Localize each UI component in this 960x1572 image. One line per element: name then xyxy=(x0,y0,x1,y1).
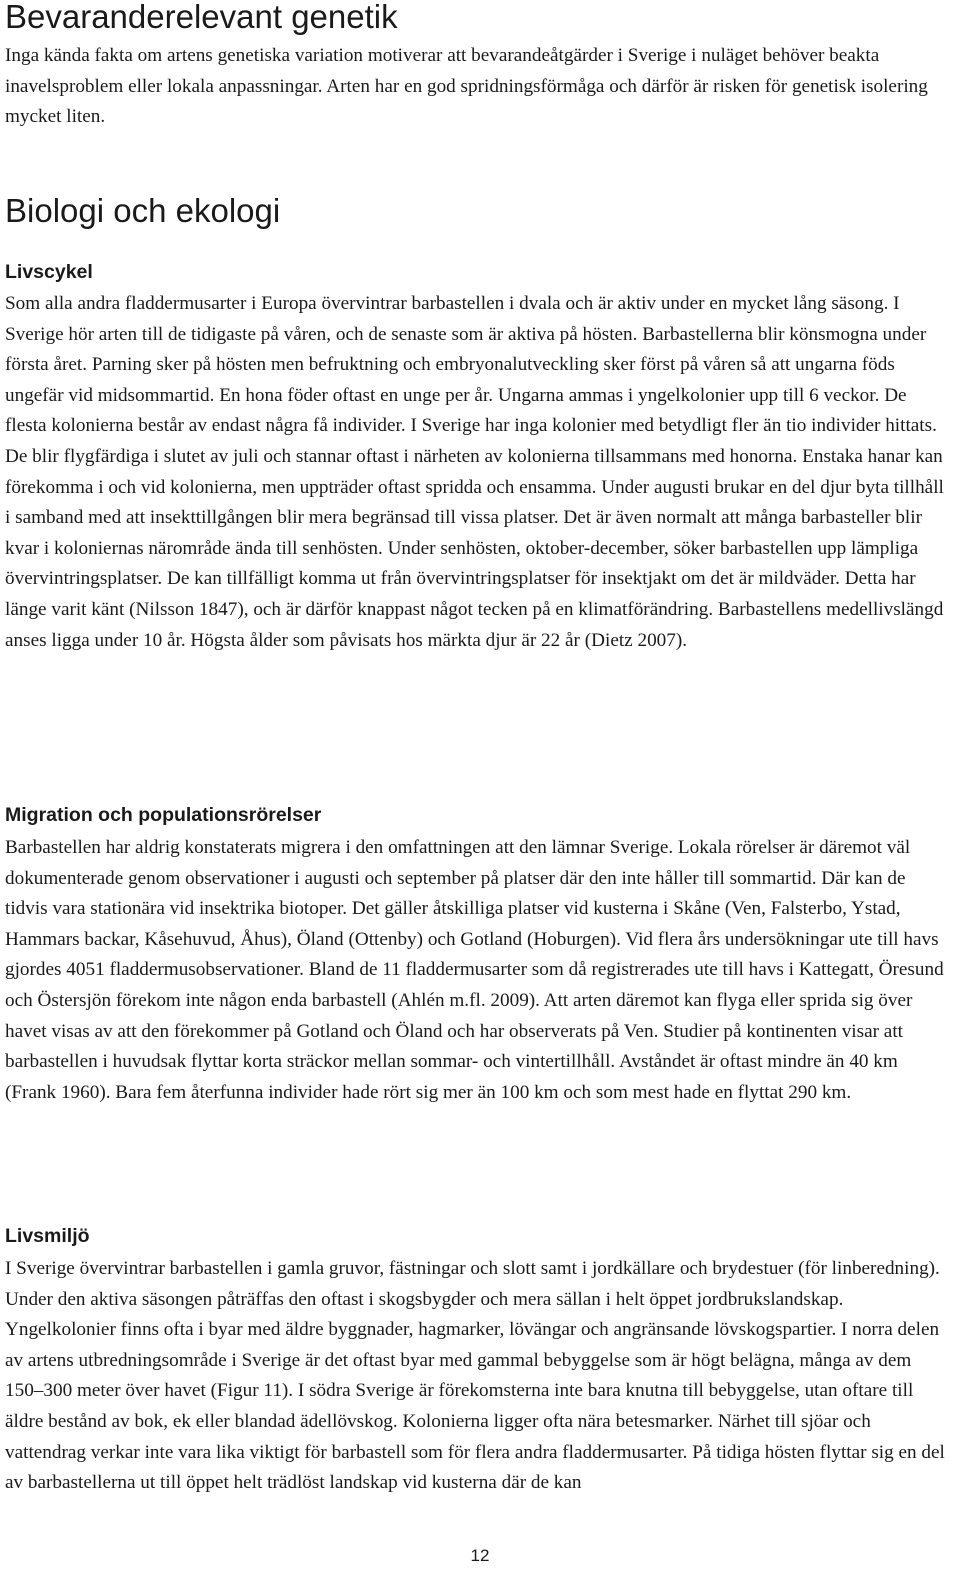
heading-livsmiljo: Livsmiljö xyxy=(5,1225,90,1247)
page-number: 12 xyxy=(470,1546,490,1565)
paragraph-migration: Barbastellen har aldrig konstaterats migrera i den omfattningen att den lämnar Sverige. Lokala rörelser är däremot väl dokumenterade genom observationer i augusti och september på platser där den inte håller till sommartid. Där kan de tidvis vara stationära vid insektrika biotoper. Det gäller åtskilliga platser vid kusterna i Skåne (Ven, Falsterbo, Ystad, Hammars backar, Kåsehuvud, Åhus), Öland (Ottenby) och Gotland (Hoburgen). Vid flera års undersökningar ute till havs gjordes 4051 fladdermusobservationer. Bland de 11 fladdermusarter som då registrerades ute till havs i Kattegatt, Öresund och Östersjön förekom inte någon enda barbastell (Ahlén m.fl. 2009). Att arten däremot kan flyga eller sprida sig över havet visas av att den förekommer på Gotland och Öland och har observerats på Ven. Studier på kontinenten visar att barbastellen i huvudsak flyttar korta sträckor mellan sommar- och vintertillhåll. Avståndet är oftast mindre än 40 km (Frank 1960). Bara fem återfunna individer hade rört sig mer än 100 km och som mest hade en flyttat 290 km. xyxy=(5,837,944,1103)
paragraph-genetik: Inga kända fakta om artens genetiska variation motiverar att bevarandeåtgärder i Sverige i nuläget behöver beakta inavelsproblem eller lokala anpassningar. Arten har en god spridningsförmåga och därför är risken för genetisk isolering mycket liten. xyxy=(5,45,928,127)
heading-livscykel: Livscykel xyxy=(5,261,93,283)
heading-biologi: Biologi och ekologi xyxy=(5,192,281,229)
paragraph-livscykel: Som alla andra fladdermusarter i Europa övervintrar barbastellen i dvala och är aktiv under en mycket lång säsong. I Sverige hör arten till de tidigaste på våren, och de senaste som är aktiva på hösten. Barbastellerna blir könsmogna under första året. Parning sker på hösten men befruktning och embryonalutveckling sker först på våren så att ungarna föds ungefär vid midsommartid. En hona föder oftast en unge per år. Ungarna ammas i yngelkolonier upp till 6 veckor. De flesta kolonierna består av endast några få individer. I Sverige har inga kolonier med betydligt fler än tio individer hittats. De blir flygfärdiga i slutet av juli och stannar oftast i närheten av kolonierna tillsammans med honorna. Enstaka hanar kan förekomma i och vid kolonierna, men uppträder oftast spridda och ensamma. Under augusti brukar en del djur byta tillhåll i samband med att insekttillgången blir mera begränsad till vissa platser. Det är även normalt att många barbasteller blir kvar i koloniernas närområde ända till senhösten. Under senhösten, oktober-december, söker barbastellen upp lämpliga övervintringsplatser. De kan tillfälligt komma ut från övervintringsplatser för insektjakt om det är mildväder. Detta har länge varit känt (Nilsson 1847), och är därför knappast något tecken på en klimatförändring. Barbastellens medellivslängd anses ligga under 10 år. Högsta ålder som påvisats hos märkta djur är 22 år (Dietz 2007). xyxy=(5,293,944,651)
heading-genetik: Bevaranderelevant genetik xyxy=(5,0,398,35)
heading-migration: Migration och populationsrörelser xyxy=(5,804,322,826)
paragraph-livsmiljo: I Sverige övervintrar barbastellen i gamla gruvor, fästningar och slott samt i jordkällare och brydestuer (för linberedning). Under den aktiva säsongen påträffas den oftast i skogsbygder och mera sällan i helt öppet jordbrukslandskap. Yngelkolonier finns ofta i byar med äldre byggnader, hagmarker, lövängar och angränsande lövskogspartier. I norra delen av artens utbredningsområde i Sverige är det oftast byar med gammal bebyggelse som är högt belägna, många av dem 150–300 meter över havet (Figur 11). I södra Sverige är förekomsterna inte bara knutna till bebyggelse, utan oftare till äldre bestånd av bok, ek eller blandad ädellövskog. Kolonierna ligger ofta nära betesmarker. Närhet till sjöar och vattendrag verkar inte vara lika viktigt för barbastell som för flera andra fladdermusarter. På tidiga hösten flyttar sig en del av barbastellerna ut till öppet helt trädlöst landskap vid kusterna där de kan xyxy=(5,1258,945,1494)
